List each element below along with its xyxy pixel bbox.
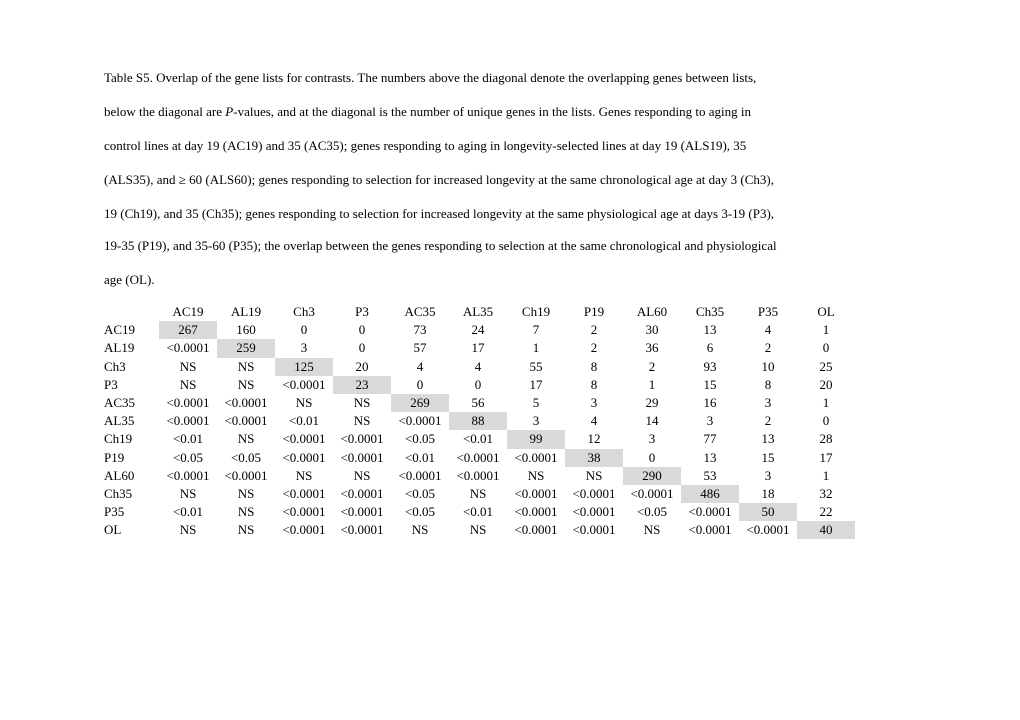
table-cell: <0.05: [636, 504, 668, 520]
table-row: [104, 503, 855, 521]
table-cell: <0.0001: [572, 522, 616, 538]
table-cell: <0.0001: [282, 376, 326, 392]
table-cell: <0.0001: [514, 522, 558, 538]
table-cell: <0.0001: [166, 467, 210, 483]
table-cell: 3: [532, 413, 540, 429]
table-row: [104, 321, 855, 339]
table-cell: 3: [648, 431, 656, 447]
table-cell: NS: [179, 522, 197, 538]
row-header: P3: [104, 376, 118, 392]
col-header: AC35: [404, 304, 436, 320]
table-cell: <0.05: [172, 449, 204, 465]
row-header: AC19: [104, 322, 136, 338]
table-cell: 14: [645, 413, 659, 429]
table-cell: <0.0001: [456, 467, 500, 483]
overlap-table: [104, 303, 855, 539]
table-cell: NS: [237, 431, 255, 447]
table-cell: NS: [585, 467, 603, 483]
table-cell: 2: [764, 340, 772, 356]
table-cell: <0.0001: [630, 485, 674, 501]
col-header: AL19: [230, 304, 262, 320]
table-cell: 17: [471, 340, 485, 356]
table-cell: 30: [645, 322, 659, 338]
diagonal-cell: 259: [217, 339, 275, 357]
table-cell: 17: [819, 449, 833, 465]
table-cell: 0: [358, 322, 366, 338]
table-cell: <0.05: [404, 431, 436, 447]
corner-cell: [104, 303, 159, 321]
table-cell: NS: [179, 358, 197, 374]
table-cell: <0.0001: [572, 504, 616, 520]
diagonal-cell: 88: [449, 412, 507, 430]
table-cell: NS: [237, 504, 255, 520]
table-cell: 2: [590, 340, 598, 356]
table-cell: 4: [590, 413, 598, 429]
col-header: OL: [817, 304, 835, 320]
table-cell: <0.01: [462, 504, 494, 520]
caption-line-5: 19 (Ch19), and 35 (Ch35); genes responding to selection for increased longevity at the same physiological age at days 3-19 (P3),: [104, 206, 775, 221]
table-cell: <0.05: [404, 485, 436, 501]
table-cell: 0: [822, 340, 830, 356]
table-cell: NS: [237, 376, 255, 392]
table-cell: NS: [237, 358, 255, 374]
table-cell: 57: [413, 340, 427, 356]
table-cell: NS: [237, 485, 255, 501]
table-cell: 13: [703, 322, 717, 338]
table-cell: NS: [527, 467, 545, 483]
table-cell: <0.0001: [746, 522, 790, 538]
table-cell: <0.0001: [340, 504, 384, 520]
table-cell: 73: [413, 322, 427, 338]
header-row: [104, 303, 855, 321]
diagonal-cell: 50: [739, 503, 797, 521]
table-cell: 2: [590, 322, 598, 338]
table-cell: <0.0001: [282, 485, 326, 501]
table-cell: NS: [179, 485, 197, 501]
table-cell: 8: [590, 358, 598, 374]
table-cell: <0.0001: [340, 522, 384, 538]
table-row: [104, 394, 855, 412]
table-cell: 4: [474, 358, 482, 374]
table-cell: <0.0001: [688, 504, 732, 520]
row-header: AL60: [104, 467, 135, 483]
table-cell: <0.0001: [398, 413, 442, 429]
row-header: AL19: [104, 340, 135, 356]
table-cell: 17: [529, 376, 543, 392]
caption-line-2-a: below the diagonal are: [104, 104, 226, 119]
table-cell: 2: [648, 358, 656, 374]
table-cell: 5: [532, 395, 540, 411]
table-row: [104, 376, 855, 394]
col-header: AL60: [636, 304, 668, 320]
table-row: [104, 358, 855, 376]
table-row: [104, 521, 855, 539]
diagonal-cell: 125: [275, 358, 333, 376]
table-cell: <0.01: [462, 431, 494, 447]
table-cell: <0.0001: [398, 467, 442, 483]
table-cell: 15: [703, 376, 717, 392]
table-cell: 3: [590, 395, 598, 411]
table-cell: 15: [761, 449, 775, 465]
table-cell: <0.01: [172, 431, 204, 447]
table-cell: NS: [295, 467, 313, 483]
table-cell: 53: [703, 467, 717, 483]
table-cell: NS: [643, 522, 661, 538]
table-cell: <0.0001: [282, 504, 326, 520]
caption-line-6: 19-35 (P19), and 35-60 (P35); the overlap between the genes responding to selection at the same chronological and physiological: [104, 238, 777, 253]
table-cell: <0.05: [230, 449, 262, 465]
table-row: [104, 485, 855, 503]
table-cell: <0.0001: [166, 395, 210, 411]
diagonal-cell: 290: [623, 467, 681, 485]
table-cell: 13: [761, 431, 775, 447]
caption-line-7: age (OL).: [104, 272, 155, 287]
table-cell: 20: [819, 376, 833, 392]
table-cell: <0.0001: [224, 467, 268, 483]
table-cell: 12: [587, 431, 601, 447]
table-cell: 0: [358, 340, 366, 356]
table-cell: <0.0001: [166, 340, 210, 356]
row-header: AL35: [104, 413, 135, 429]
diagonal-cell: 267: [159, 321, 217, 339]
col-header: Ch19: [521, 304, 551, 320]
table-cell: 93: [703, 358, 717, 374]
table-cell: <0.01: [288, 413, 320, 429]
table-cell: NS: [353, 467, 371, 483]
table-cell: <0.0001: [224, 395, 268, 411]
table-cell: <0.0001: [282, 522, 326, 538]
table-cell: 4: [416, 358, 424, 374]
table-cell: NS: [295, 395, 313, 411]
caption-line-1: Table S5. Overlap of the gene lists for contrasts. The numbers above the diagonal denote the overlapping genes between lists,: [104, 70, 757, 85]
table-cell: 32: [819, 485, 833, 501]
diagonal-cell: 23: [333, 376, 391, 394]
table-cell: 8: [764, 376, 772, 392]
row-header: P35: [104, 504, 125, 520]
col-header: P19: [583, 304, 605, 320]
col-header: P35: [757, 304, 779, 320]
table-row: [104, 412, 855, 430]
table-cell: 1: [822, 395, 830, 411]
diagonal-cell: 40: [797, 521, 855, 539]
table-cell: 160: [236, 322, 256, 338]
table-cell: 16: [703, 395, 717, 411]
table-cell: 1: [822, 467, 830, 483]
row-header: P19: [104, 449, 125, 465]
table-cell: 28: [819, 431, 833, 447]
table-cell: NS: [469, 522, 487, 538]
table-cell: <0.0001: [340, 431, 384, 447]
col-header: AC19: [172, 304, 204, 320]
table-cell: NS: [469, 485, 487, 501]
table-cell: 10: [761, 358, 775, 374]
table-cell: 0: [822, 413, 830, 429]
table-cell: 77: [703, 431, 717, 447]
table-cell: 3: [300, 340, 308, 356]
table-cell: 0: [416, 376, 424, 392]
table-cell: <0.0001: [340, 449, 384, 465]
table-cell: NS: [353, 395, 371, 411]
table-row: [104, 430, 855, 448]
table-cell: 18: [761, 485, 775, 501]
table-cell: <0.01: [172, 504, 204, 520]
table-cell: 7: [532, 322, 540, 338]
caption-p-italic: P: [225, 104, 234, 119]
table-cell: <0.0001: [456, 449, 500, 465]
col-header: AL35: [462, 304, 494, 320]
table-cell: <0.0001: [572, 485, 616, 501]
col-header: Ch35: [695, 304, 725, 320]
table-cell: 2: [764, 413, 772, 429]
row-header: Ch3: [104, 358, 126, 374]
diagonal-cell: 99: [507, 430, 565, 448]
table-cell: 55: [529, 358, 543, 374]
table-cell: <0.0001: [514, 449, 558, 465]
table-cell: <0.0001: [514, 504, 558, 520]
table-cell: 22: [819, 504, 833, 520]
table-cell: <0.0001: [688, 522, 732, 538]
table-cell: 20: [355, 358, 369, 374]
row-header: AC35: [104, 395, 136, 411]
table-cell: 3: [764, 395, 772, 411]
table-cell: <0.05: [404, 504, 436, 520]
table-cell: 1: [822, 322, 830, 338]
caption-line-2-b: -values, and at the diagonal is the number of unique genes in the lists. Genes responding to aging in: [233, 104, 751, 119]
diagonal-cell: 486: [681, 485, 739, 503]
caption-line-2: [104, 104, 751, 120]
table-cell: <0.01: [404, 449, 436, 465]
table-cell: <0.0001: [282, 431, 326, 447]
col-header: P3: [355, 304, 369, 320]
table-cell: <0.0001: [166, 413, 210, 429]
col-header: Ch3: [293, 304, 315, 320]
diagonal-cell: 38: [565, 449, 623, 467]
table-cell: NS: [237, 522, 255, 538]
row-header: Ch35: [104, 485, 133, 501]
table-cell: 24: [471, 322, 485, 338]
table-cell: 13: [703, 449, 717, 465]
table-cell: 25: [819, 358, 833, 374]
caption-line-4: (ALS35), and ≥ 60 (ALS60); genes responding to selection for increased longevity at the same chronological age at day 3 (Ch3),: [104, 172, 774, 187]
table-cell: 0: [648, 449, 656, 465]
table-cell: 1: [532, 340, 540, 356]
table-cell: <0.0001: [224, 413, 268, 429]
diagonal-cell: 269: [391, 394, 449, 412]
table-row: [104, 449, 855, 467]
table-row: [104, 339, 855, 357]
table-cell: 0: [474, 376, 482, 392]
table-cell: NS: [179, 376, 197, 392]
table-cell: 6: [706, 340, 714, 356]
table-cell: <0.0001: [282, 449, 326, 465]
table-cell: 36: [645, 340, 659, 356]
table-cell: 29: [645, 395, 659, 411]
row-header: OL: [104, 522, 122, 538]
table-cell: <0.0001: [340, 485, 384, 501]
table-cell: 56: [471, 395, 485, 411]
table-body: [104, 321, 855, 539]
table-cell: 4: [764, 322, 772, 338]
table-cell: NS: [353, 413, 371, 429]
table-cell: 1: [648, 376, 656, 392]
table-cell: NS: [411, 522, 429, 538]
caption-line-3: control lines at day 19 (AC19) and 35 (AC35); genes responding to aging in longevity-selected lines at day 19 (ALS19), 35: [104, 138, 747, 153]
table-row: [104, 467, 855, 485]
table-cell: 0: [300, 322, 308, 338]
table-cell: 3: [706, 413, 714, 429]
table-cell: 8: [590, 376, 598, 392]
row-header: Ch19: [104, 431, 133, 447]
table-cell: <0.0001: [514, 485, 558, 501]
table-cell: 3: [764, 467, 772, 483]
